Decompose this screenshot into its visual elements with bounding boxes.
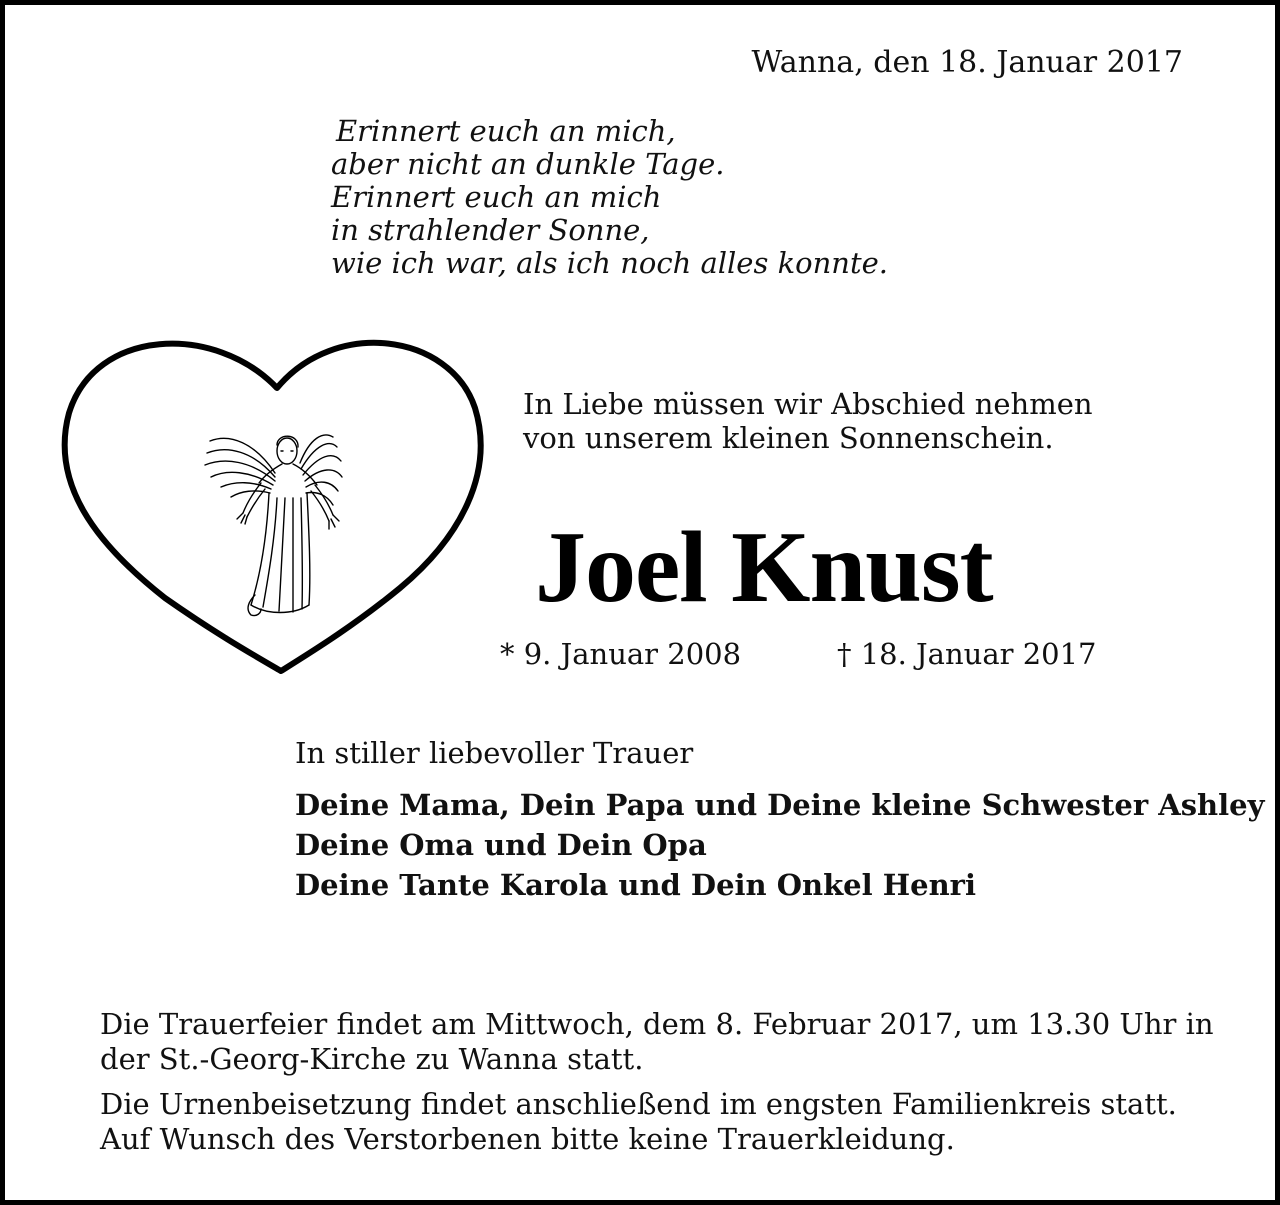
mourning-intro: In stiller liebevoller Trauer [295,736,694,770]
ceremony-info [100,1007,1214,1157]
deceased-name: Joel Knust [535,511,993,624]
farewell-line: von unserem kleinen Sonnenschein. [523,421,1054,455]
poem-line: aber nicht an dunkle Tage. [331,147,725,181]
date-line: Wanna, den 18. Januar 2017 [751,45,1183,80]
mourners-list [295,785,1264,905]
funeral-line: der St.-Georg-Kirche zu Wanna statt. [100,1042,644,1076]
poem [331,115,888,280]
angel-icon [205,435,342,616]
funeral-line: Die Trauerfeier findet am Mittwoch, dem 8. Februar 2017, um 13.30 Uhr in [100,1007,1214,1041]
death-date: † 18. Januar 2017 [837,637,1097,671]
burial-line: Die Urnenbeisetzung findet anschließend im engsten Familienkreis statt. [100,1087,1177,1121]
mourner-line: Deine Oma und Dein Opa [295,828,707,862]
heart-with-angel-icon [55,333,487,677]
mourner-line: Deine Mama, Dein Papa und Deine kleine Schwester Ashley [295,788,1265,822]
mourner-line: Deine Tante Karola und Dein Onkel Henri [295,868,976,902]
dress-code-line: Auf Wunsch des Verstorbenen bitte keine Trauerkleidung. [100,1122,955,1156]
farewell-line: In Liebe müssen wir Abschied nehmen [523,387,1093,421]
birth-date: * 9. Januar 2008 [500,637,742,671]
heart-outline [65,343,481,671]
poem-line: Erinnert euch an mich [331,180,662,214]
farewell-text [523,387,1093,455]
poem-line: wie ich war, als ich noch alles konnte. [331,246,888,280]
poem-line: Erinnert euch an mich, [336,114,676,148]
poem-line: in strahlender Sonne, [331,213,650,247]
